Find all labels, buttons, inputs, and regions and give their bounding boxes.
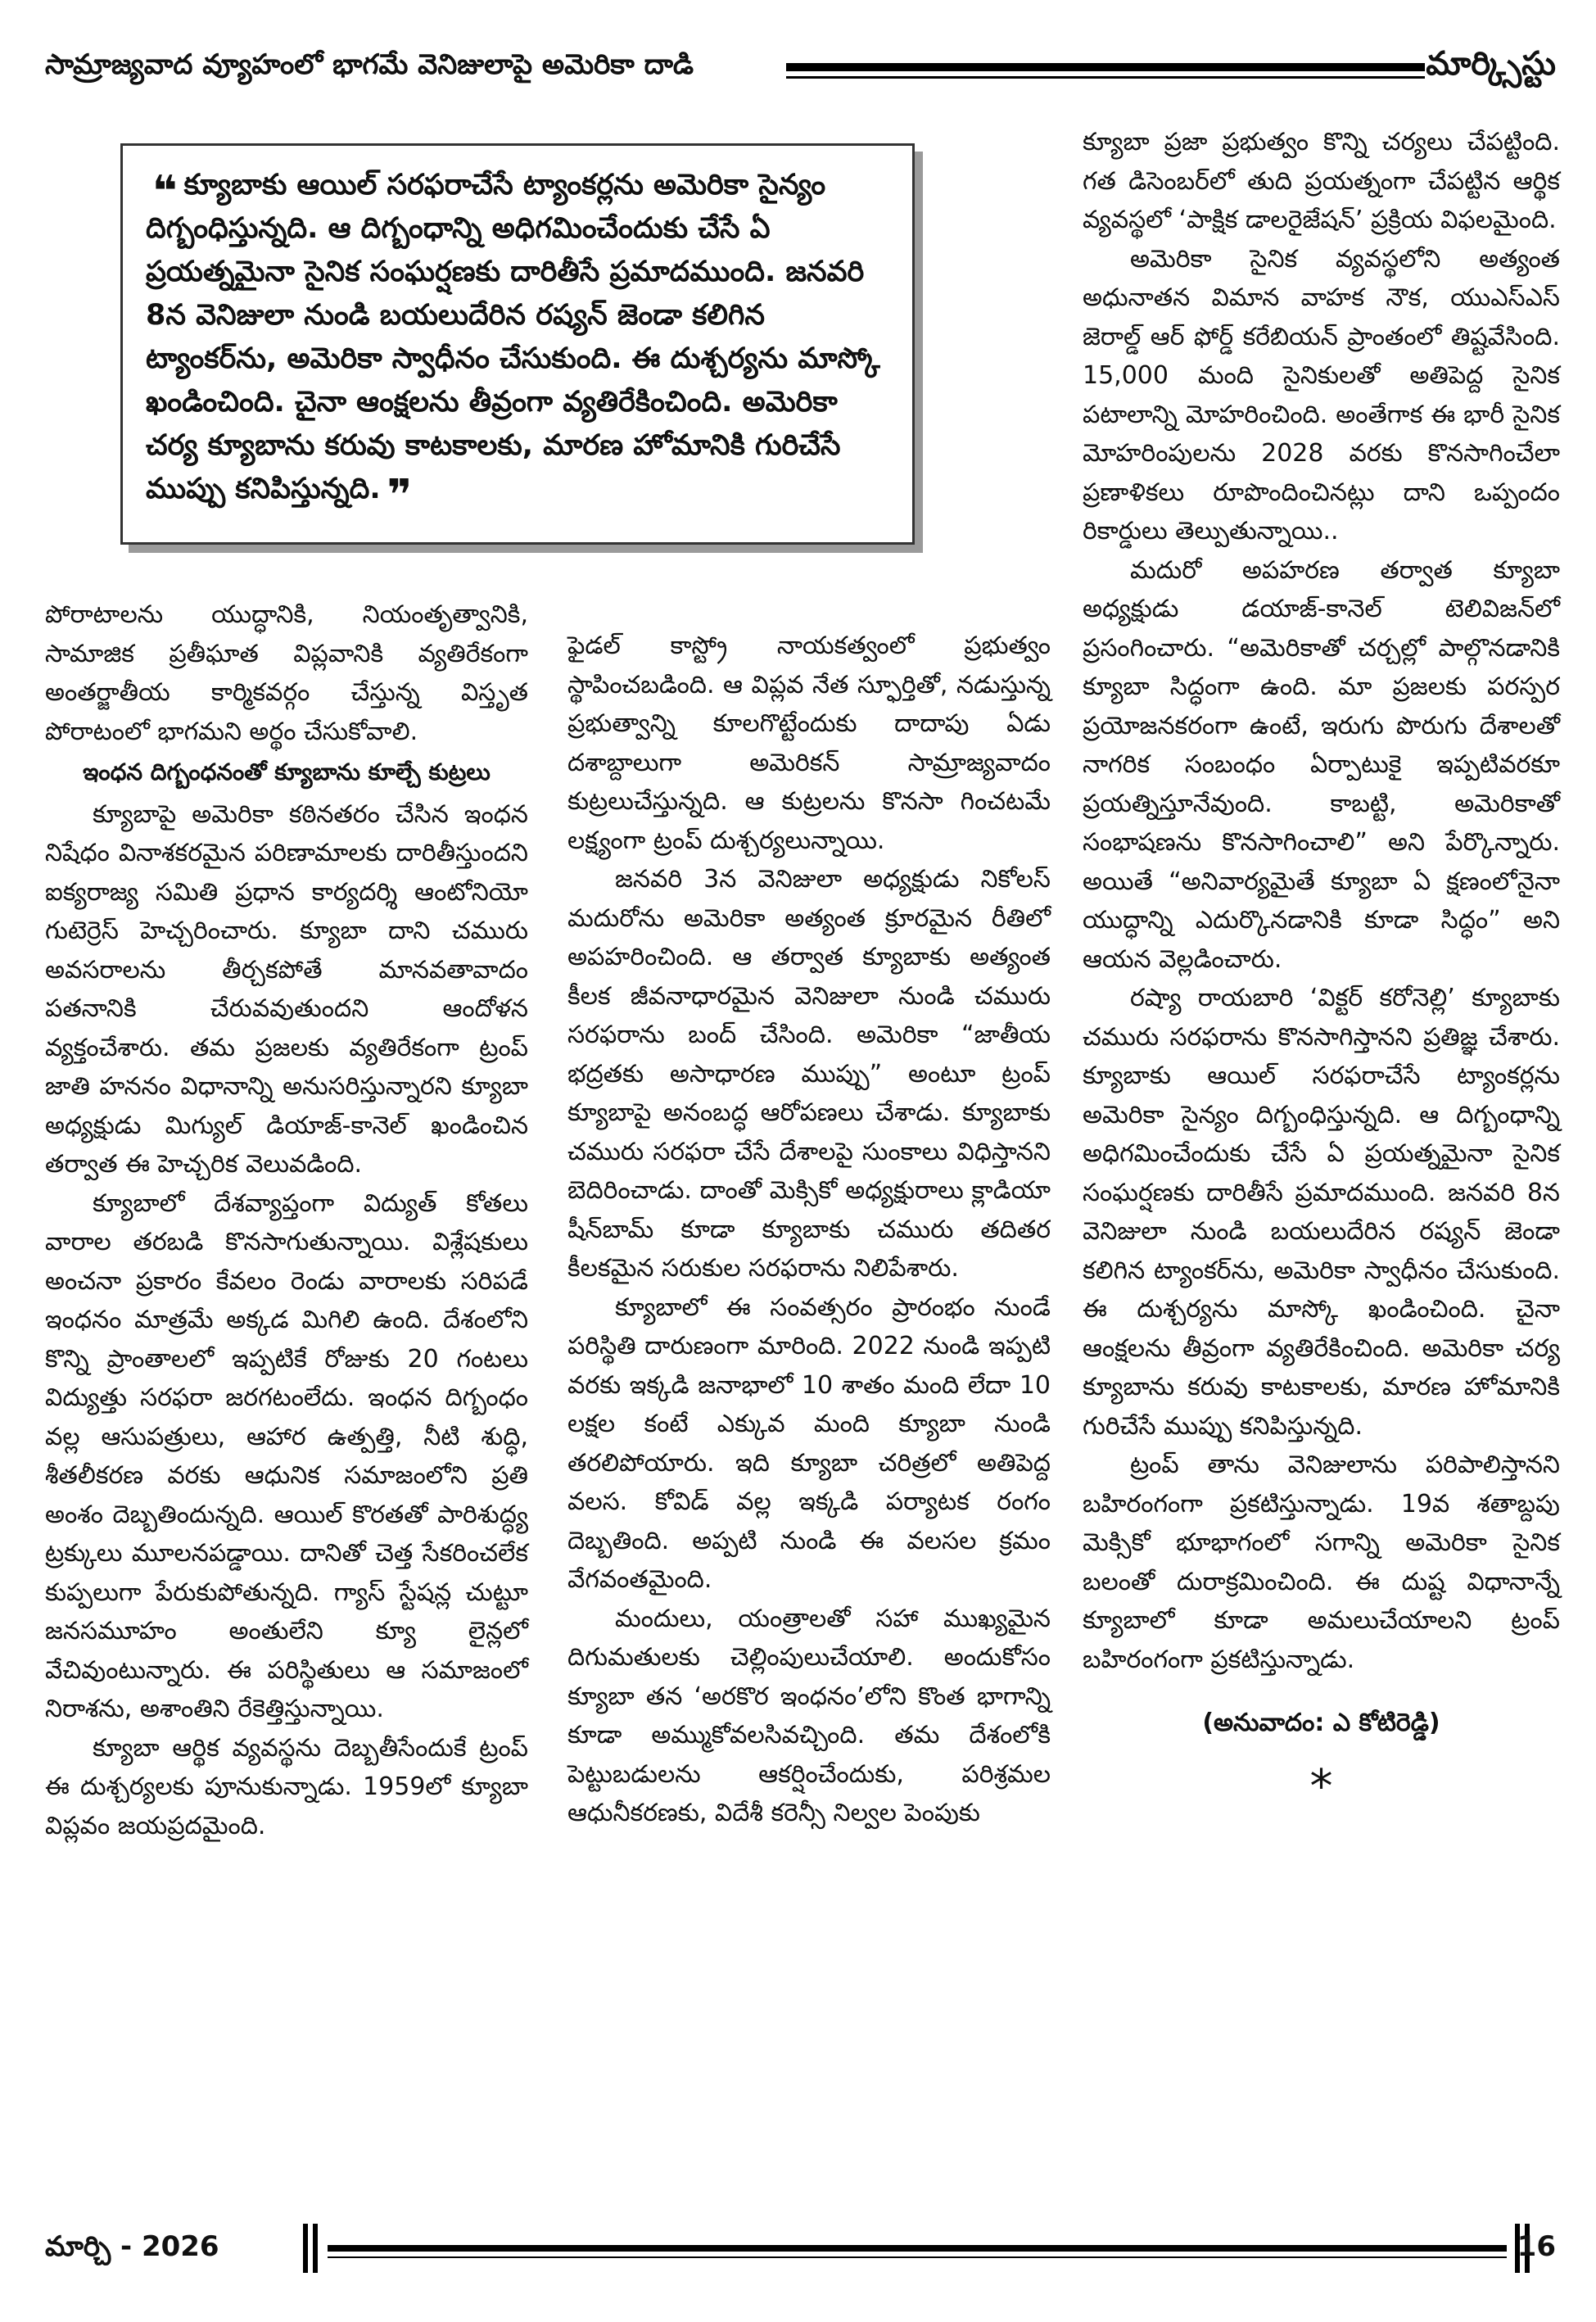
pull-quote-text: క్యూబాకు ఆయిల్ సరఫరాచేసే ట్యాంకర్లను అమెరికా సైన్యం దిగ్బంధిస్తున్నది. ఆ దిగ్బంధాన్ని అధిగమించేందుకు చేసే ఏ ప్రయత్నమైనా సైనిక సంఘర్షణకు దారితీసే ప్రమాదముంది. జనవరి 8న వెనిజులా నుండి బయలుదేరిన రష్యన్ జెండా కలిగిన ట్యాంకర్‌ను, అమెరికా స్వాధీనం చేసుకుంది. ఈ దుశ్చర్యను మాస్కో ఖండించింది. చైనా ఆంక్షలను తీవ్రంగా వ్యతిరేకించింది. అమెరికా చర్య క్యూబాను కరువు కాటకాలకు, మారణ హోమానికి గురిచేసే ముప్పు కనిపిస్తున్నది. [146, 169, 880, 505]
paragraph: పోరాటాలను యుద్ధానికి, నియంతృత్వానికి, సామాజిక ప్రతీఘాత విప్లవానికి వ్యతిరేకంగా అంతర్జాతీయ కార్మికవర్గం చేస్తున్న విస్తృత పోరాటంలో భాగమని అర్థం చేసుకోవాలి. [45, 600, 528, 746]
paragraph: క్యూబాపై అమెరికా కఠినతరం చేసిన ఇంధన నిషేధం వినాశకరమైన పరిణామాలకు దారితీస్తుందని ఐక్యరాజ్య సమితి ప్రధాన కార్యదర్శి ఆంటోనియో గుటెర్రెస్ హెచ్చరించారు. క్యూబా దాని చమురు అవసరాలను తీర్చకపోతే మానవతావాదం పతనానికి చేరువవుతుందని ఆందోళన వ్యక్తంచేశారు. తమ ప్రజలకు వ్యతిరేకంగా ట్రంప్ జాతి హననం విధానాన్ని అనుసరిస్తున్నారని క్యూబా అధ్యక్షుడు మిగ్యుల్ డియాజ్-కానెల్ ఖండించిన తర్వాత ఈ హెచ్చరిక వెలువడింది. [45, 799, 528, 1179]
paragraph: ఫైడల్ కాస్ట్రో నాయకత్వంలో ప్రభుత్వం స్థాపించబడింది. ఆ విప్లవ నేత స్ఫూర్తితో, నడుస్తున్న ప్రభుత్వాన్ని కూలగొట్టేందుకు దాదాపు ఏడు దశాబ్దాలుగా అమెరికన్ సామ్రాజ్యవాదం కుట్రలుచేస్తున్నది. ఆ కుట్రలను కొనసా గించటమే లక్ష్యంగా ట్రంప్ దుశ్చర్యలున్నాయి. [567, 631, 1051, 855]
magazine-name: మార్క్సిస్టు [1426, 45, 1556, 83]
page-footer [45, 2224, 1556, 2273]
paragraph: మందులు, యంత్రాలతో సహా ముఖ్యమైన దిగుమతులకు చెల్లింపులుచేయాలి. అందుకోసం క్యూబా తన ‘అరకొర ఇంధనం’లోని కొంత భాగాన్ని కూడా అమ్ముకోవలసివచ్చింది. తమ దేశంలోకి పెట్టుబడులను ఆకర్షించేందుకు, పరిశ్రమల ఆధునీకరణకు, విదేశీ కరెన్సీ నిల్వల పెంపుకు [567, 1604, 1051, 1827]
paragraph: క్యూబా ఆర్థిక వ్యవస్థను దెబ్బతీసేందుకే ట్రంప్ ఈ దుశ్చర్యలకు పూనుకున్నాడు. 1959లో క్యూబా విప్లవం జయప్రదమైంది. [45, 1733, 528, 1840]
header-rule-thin [786, 76, 1425, 79]
paragraph: క్యూబాలో ఈ సంవత్సరం ప్రారంభం నుండే పరిస్థితి దారుణంగా మారింది. 2022 నుండి ఇప్పటి వరకు ఇక్కడి జనాభాలో 10 శాతం మంది లేదా 10 లక్షల కంటే ఎక్కువ మంది క్యూబా నుండి తరలిపోయారు. ఇది క్యూబా చరిత్రలో అతిపెద్ద వలస. కోవిడ్ వల్ల ఇక్కడి పర్యాటక రంగం దెబ్బతింది. అప్పటి నుండి ఈ వలసల క్రమం వేగవంతమైంది. [567, 1292, 1051, 1594]
column-left [45, 595, 528, 1845]
running-title: సామ్రాజ్యవాద వ్యూహంలో భాగమే వెనిజులాపై అమెరికా దాడి [45, 48, 694, 81]
paragraph: మదురో అపహరణ తర్వాత క్యూబా అధ్యక్షుడు డయాజ్-కానెల్ టెలివిజన్‌లో ప్రసంగించారు. “అమెరికాతో చర్చల్లో పాల్గొనడానికి క్యూబా సిద్ధంగా ఉంది. మా ప్రజలకు పరస్పర ప్రయోజనకరంగా ఉంటే, ఇరుగు పొరుగు దేశాలతో నాగరిక సంబంధం ఏర్పాటుకై ఇప్పటివరకూ ప్రయత్నిస్తూనేవుంది. కాబట్టి, అమెరికాతో సంభాషణను కొనసాగించాలి” అని పేర్కొన్నారు. అయితే “అనివార్యమైతే క్యూబా ఏ క్షణంలోనైనా యుద్ధాన్ని ఎదుర్కొనడానికి కూడా సిద్ధం” అని ఆయన వెల్లడించారు. [1083, 555, 1560, 974]
paragraph: రష్యా రాయబారి ‘విక్టర్ కరోనెల్లి’ క్యూబాకు చమురు సరఫరాను కొనసాగిస్తానని ప్రతిజ్ఞ చేశారు. క్యూబాకు ఆయిల్ సరఫరాచేసే ట్యాంకర్లను అమెరికా సైన్యం దిగ్బంధిస్తున్నది. ఆ దిగ్బంధాన్ని అధిగమించేందుకు చేసే ఏ ప్రయత్నమైనా సైనిక సంఘర్షణకు దారితీసే ప్రమాదముంది. జనవరి 8న వెనిజులా నుండి బయలుదేరిన రష్యన్ జెండా కలిగిన ట్యాంకర్‌ను, అమెరికా స్వాధీనం చేసుకుంది. ఈ దుశ్చర్యను మాస్కో ఖండించింది. చైనా ఆంక్షలను తీవ్రంగా వ్యతిరేకించింది. అమెరికా చర్య క్యూబాను కరువు కాటకాలకు, మారణ హోమానికి గురిచేసే ముప్పు కనిపిస్తున్నది. [1083, 984, 1560, 1441]
pull-quote [120, 143, 915, 545]
open-quote-icon: ❝ [152, 167, 178, 216]
header-rule [786, 63, 1425, 71]
paragraph: క్యూబాలో దేశవ్యాప్తంగా విద్యుత్ కోతలు వారాల తరబడి కొనసాగుతున్నాయి. విశ్లేషకులు అంచనా ప్రకారం కేవలం రెండు వారాలకు సరిపడే ఇంధనం మాత్రమే అక్కడ మిగిలి ఉంది. దేశంలోని కొన్ని ప్రాంతాలలో ఇప్పటికే రోజుకు 20 గంటలు విద్యుత్తు సరఫరా జరగటంలేదు. ఇంధన దిగ్బంధం వల్ల ఆసుపత్రులు, ఆహార ఉత్పత్తి, నీటి శుద్ధి, శీతలీకరణ వరకు ఆధునిక సమాజంలోని ప్రతి అంశం దెబ్బతిందున్నది. ఆయిల్ కొరతతో పారిశుద్ధ్య ట్రక్కులు మూలనపడ్డాయి. దానితో చెత్త సేకరించలేక కుప్పలుగా పేరుకుపోతున్నది. గ్యాస్ స్టేషన్ల చుట్టూ జనసమూహం అంతులేని క్యూ లైన్లలో వేచివుంటున్నారు. ఈ పరిస్థితులు ఆ సమాజంలో నిరాశను, అశాంతిని రేకెత్తిస్తున్నాయి. [45, 1188, 528, 1723]
footer-bar-left [303, 2224, 308, 2273]
column-middle [567, 627, 1051, 1833]
footer-bar-left [313, 2224, 318, 2273]
footer-rule [328, 2245, 1507, 2252]
paragraph: ట్రంప్ తాను వెనిజులాను పరిపాలిస్తానని బహిరంగంగా ప్రకటిస్తున్నాడు. 19వ శతాబ్దపు మెక్సికో భూభాగంలో సగాన్ని అమెరికా సైనిక బలంతో దురాక్రమించింది. ఈ దుష్ట విధానాన్నే క్యూబాలో కూడా అమలుచేయాలని ట్రంప్ బహిరంగంగా ప్రకటిస్తున్నాడు. [1083, 1451, 1560, 1674]
close-quote-icon: ❞ [387, 471, 413, 520]
paragraph: జనవరి 3న వెనిజులా అధ్యక్షుడు నికోలస్ మదురోను అమెరికా అత్యంత క్రూరమైన రీతిలో అపహరించింది. ఆ తర్వాత క్యూబాకు అత్యంత కీలక జీవనాధారమైన వెనిజులా నుండి చమురు సరఫరాను బంద్ చేసింది. అమెరికా “జాతీయ భద్రతకు అసాధారణ ముప్పు” అంటూ ట్రంప్ క్యూబాపై అనంబద్ధ ఆరోపణలు చేశాడు. క్యూబాకు చమురు సరఫరా చేసే దేశాలపై సుంకాలు విధిస్తానని బెదిరించాడు. దాంతో మెక్సికో అధ్యక్షురాలు క్లాడియా షీన్‌బామ్ కూడా క్యూబాకు చమురు తదితర కీలకమైన సరుకుల సరఫరాను నిలిపేశారు. [567, 865, 1051, 1283]
footer-rule-thin [328, 2256, 1507, 2258]
column-right [1083, 123, 1560, 1813]
page-number: 16 [1517, 2230, 1556, 2263]
paragraph: అమెరికా సైనిక వ్యవస్థలోని అత్యంత అధునాతన విమాన వాహక నౌక, యుఎస్ఎస్ జెరాల్డ్ ఆర్ ఫోర్డ్ కరేబియన్ ప్రాంతంలో తిష్టవేసింది. 15,000 మంది సైనికులతో అతిపెద్ద సైనిక పటాలాన్ని మోహరించింది. అంతేగాక ఈ భారీ సైనిక మోహరింపులను 2028 వరకు కొనసాగించేలా ప్రణాళికలు రూపొందించినట్లు దాని ఒప్పందం రికార్డులు తెల్పుతున్నాయి.. [1083, 244, 1560, 545]
page-header [45, 45, 1556, 94]
section-heading: ఇంధన దిగ్బంధనంతో క్యూబాను కూల్చే కుట్రలు [83, 758, 491, 785]
paragraph: క్యూబా ప్రజా ప్రభుత్వం కొన్ని చర్యలు చేపట్టింది. గత డిసెంబర్‌లో తుది ప్రయత్నంగా చేపట్టిన ఆర్థిక వ్యవస్థలో ‘పాక్షిక డాలరైజేషన్’ ప్రక్రియ విఫలమైంది. [1083, 128, 1560, 234]
issue-date: మార్చి - 2026 [45, 2230, 219, 2263]
end-mark-icon: * [1309, 1759, 1333, 1813]
translator-credit: (అనువాదం: ఎ కోటిరెడ్డి) [1202, 1709, 1440, 1737]
